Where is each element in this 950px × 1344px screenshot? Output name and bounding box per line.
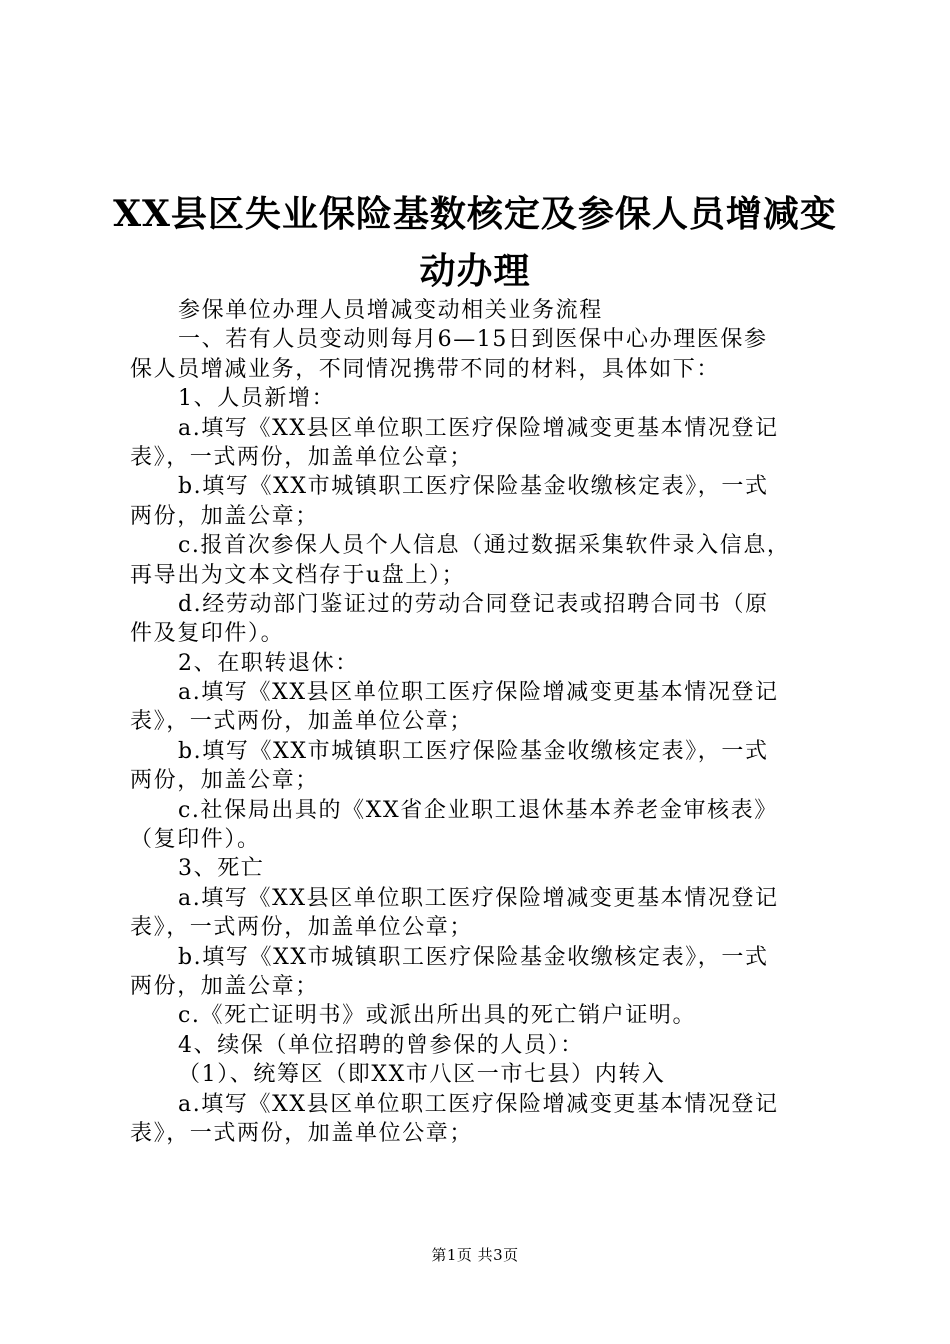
body-text-line: b.填写《XX市城镇职工医疗保险基金收缴核定表》，一式	[178, 944, 769, 970]
body-text-line: 3、死亡	[178, 856, 265, 882]
body-text-line: 表》，一式两份，加盖单位公章；	[130, 915, 474, 941]
body-text-line: 2、在职转退休：	[178, 650, 359, 676]
body-text-line: c.社保局出具的《XX省企业职工退休基本养老金审核表》	[178, 797, 778, 823]
body-text-line: 表》，一式两份，加盖单位公章；	[130, 709, 474, 735]
body-text-line: （1）、统筹区（即XX市八区一市七县）内转入	[178, 1062, 666, 1088]
body-text-line: a.填写《XX县区单位职工医疗保险增减变更基本情况登记	[178, 415, 779, 441]
body-text-line: 两份，加盖公章；	[130, 768, 319, 794]
body-text-line: a.填写《XX县区单位职工医疗保险增减变更基本情况登记	[178, 680, 779, 706]
body-text-line: 表》，一式两份，加盖单位公章；	[130, 444, 474, 470]
body-text-line: c.报首次参保人员个人信息（通过数据采集软件录入信息，	[178, 533, 791, 559]
body-text-line: （复印件）。	[130, 827, 261, 853]
document-title-line-1: XX县区失业保险基数核定及参保人员增减变	[113, 193, 837, 235]
body-text-line: 1、人员新增：	[178, 386, 336, 412]
body-text-line: 再导出为文本文档存于u盘上）；	[130, 562, 466, 588]
body-text-line: 件及复印件）。	[130, 621, 285, 647]
body-text-line: 表》，一式两份，加盖单位公章；	[130, 1120, 474, 1146]
body-text-line: 4、续保（单位招聘的曾参保的人员）：	[178, 1032, 584, 1058]
page-footer: 第1页 共3页	[431, 1246, 519, 1264]
body-text-line: a.填写《XX县区单位职工医疗保险增减变更基本情况登记	[178, 885, 779, 911]
body-text-line: 两份，加盖公章；	[130, 973, 319, 999]
body-text-line: a.填写《XX县区单位职工医疗保险增减变更基本情况登记	[178, 1091, 779, 1117]
document-body	[130, 296, 850, 1148]
body-text-line: b.填写《XX市城镇职工医疗保险基金收缴核定表》，一式	[178, 474, 769, 500]
body-text-line: d.经劳动部门鉴证过的劳动合同登记表或招聘合同书（原	[178, 591, 769, 617]
body-text-line: b.填写《XX市城镇职工医疗保险基金收缴核定表》，一式	[178, 738, 769, 764]
body-text-line: 一、若有人员变动则每月6—15日到医保中心办理医保参	[178, 327, 768, 353]
body-text-line: c.《死亡证明书》或派出所出具的死亡销户证明。	[178, 1003, 697, 1029]
body-text-line: 参保单位办理人员增减变动相关业务流程	[178, 298, 603, 323]
document-title-line-2: 动办理	[419, 250, 531, 292]
body-text-line: 两份，加盖公章；	[130, 503, 319, 529]
body-text-line: 保人员增减业务，不同情况携带不同的材料，具体如下：	[130, 356, 721, 382]
